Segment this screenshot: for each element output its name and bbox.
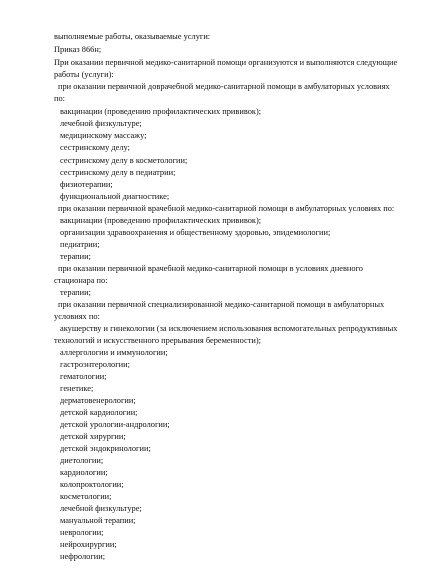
text-line: при оказании первичной специализированной медико-санитарной помощи в амбулаторных — [58, 300, 385, 309]
text-line: акушерству и гинекологии (за исключением использования вспомогательных репродуктивных — [60, 324, 398, 333]
text-line: выполняемые работы, оказываемые услуги: — [54, 32, 211, 41]
text-line: при оказании первичной врачебной медико-санитарной помощи в условиях дневного — [58, 264, 363, 273]
text-line: детской хирургии; — [60, 432, 126, 441]
text-line: неврологии; — [60, 528, 104, 537]
text-line: нефрологии; — [60, 552, 106, 561]
text-line: функциональной диагностике; — [60, 192, 170, 201]
text-line: детской эндокринологии; — [60, 444, 151, 453]
text-line: вакцинации (проведению профилактических прививок); — [60, 107, 262, 116]
text-line: медицинскому массажу; — [60, 131, 147, 140]
text-line: стационара по: — [54, 276, 108, 285]
text-line: сестринскому делу в косметологии; — [60, 156, 188, 165]
text-line: детской кардиологии; — [60, 408, 138, 417]
text-line: дерматовенерологии; — [60, 396, 136, 405]
text-line: нейрохирургии; — [60, 540, 117, 549]
text-line: условиях по: — [54, 312, 100, 321]
text-line: генетике; — [60, 384, 94, 393]
text-line: При оказании первичной медико-санитарной помощи организуются и выполняются следующие — [54, 58, 398, 67]
text-line: лечебной физкультуре; — [60, 119, 142, 128]
text-line: по: — [54, 94, 65, 103]
text-line: лечебной физкультуре; — [60, 504, 142, 513]
text-line: гематологии; — [60, 372, 107, 381]
text-line: детской урологии-андрологии; — [60, 420, 170, 429]
text-line: работы (услуги): — [54, 70, 114, 79]
text-line: педиатрии; — [60, 240, 100, 249]
text-line: аллергологии и иммунологии; — [60, 348, 168, 357]
text-line: кардиологии; — [60, 468, 108, 477]
text-line: косметологии; — [60, 492, 112, 501]
text-line: терапии; — [60, 252, 91, 261]
text-line: колопроктологии; — [60, 480, 124, 489]
text-line: технологий и искусственного прерывания беременности); — [54, 336, 261, 345]
text-line: терапии; — [60, 288, 91, 297]
text-line: организации здравоохранения и общественному здоровью, эпидемиологии; — [60, 228, 331, 237]
text-line: мануальной терапии; — [60, 516, 136, 525]
text-line: вакцинации (проведению профилактических прививок); — [60, 216, 262, 225]
text-line: Приказ 866н; — [54, 45, 102, 54]
text-line: сестринскому делу; — [60, 143, 130, 152]
text-line: физиотерапии; — [60, 180, 113, 189]
text-line: при оказании первичной врачебной медико-санитарной помощи в амбулаторных условиях по: — [58, 204, 395, 213]
text-line: диетологии; — [60, 456, 104, 465]
text-line: при оказании первичной доврачебной медико-санитарной помощи в амбулаторных условиях — [58, 82, 390, 91]
text-line: гастроэнтерологии; — [60, 360, 130, 369]
text-line: сестринскому делу в педиатрии; — [60, 168, 176, 177]
